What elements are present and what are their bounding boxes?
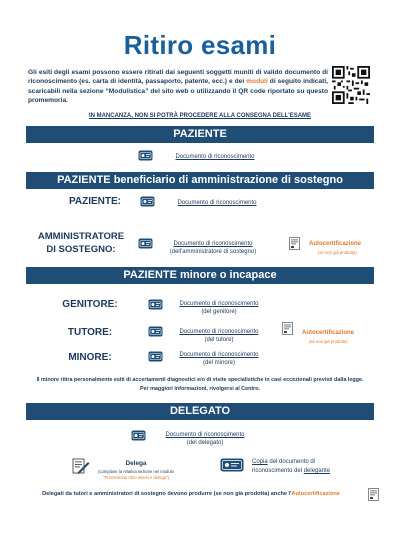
section-header-sostegno: PAZIENTE beneficiario di amministrazione di sostegno	[26, 172, 374, 189]
page-title: Ritiro esami	[123, 30, 277, 60]
id-card-icon	[138, 150, 153, 161]
doc-tutore-label: Documento di riconoscimento	[179, 329, 259, 335]
footer-note	[16, 491, 366, 497]
label-tutore: TUTORE:	[67, 327, 113, 338]
footer-text: Delegati da tutori e amministratori di sostegno devono produrre (se non già prodotta) anche l'	[42, 491, 292, 497]
doc-tutore-sub: (del tutore)	[204, 337, 234, 343]
intro-text-3: di seguito indicati, scaricabili nella sezione “Modulistica” del sito web o utilizzando il QR code riportato su questo promemoria.	[28, 78, 328, 105]
doc-minore-label: Documento di riconoscimento	[179, 352, 259, 358]
note-minore-1: Il minore ritira personalmente esiti di accertamenti diagnostici e/o di visite specialistiche in casi eccezionali previsti dalla legge.	[36, 377, 364, 383]
autocertificazione-minore-sub: (se non già prodotta)	[309, 339, 348, 344]
label-paziente: PAZIENTE:	[68, 196, 122, 207]
id-card-icon	[148, 351, 163, 362]
doc-paziente	[160, 153, 270, 161]
warning-text: IN MANCANZA, NON SI POTRÀ PROCEDERE ALLA CONSEGNA DELL'ESAME	[88, 113, 312, 119]
label-amministratore-line2: DI SOSTEGNO:	[46, 244, 116, 255]
section-header-paziente: PAZIENTE	[26, 126, 374, 143]
delega-title: Delega	[125, 460, 147, 467]
doc-paziente-label: Documento di riconoscimento	[175, 154, 255, 160]
doc-sostegno-paziente-label: Documento di riconoscimento	[177, 200, 257, 206]
autocertificazione-sostegno-sub: (se non già prodotta)	[318, 250, 357, 255]
doc-amministratore-sub: (dell'amministratore di sostegno)	[169, 249, 257, 255]
doc-minore	[164, 351, 274, 367]
intro-text-1: Gli esiti degli esami possono essere ritirati dai seguenti soggetti muniti di valido documento di riconoscimento (es. carta di identità, passaporto, patente, ecc.) e dei	[28, 69, 328, 86]
document-form-icon	[282, 322, 294, 335]
autocertificazione-sostegno: Autocertificazione	[309, 241, 362, 247]
label-minore: MINORE:	[68, 352, 112, 363]
id-card-icon	[138, 238, 153, 249]
id-card-icon	[131, 430, 146, 441]
copia-delegante-word: delegante	[303, 468, 331, 474]
document-form-icon	[368, 488, 380, 501]
section-header-delegato: DELEGATO	[26, 403, 374, 420]
doc-genitore-label: Documento di riconoscimento	[179, 301, 259, 307]
doc-genitore	[164, 300, 274, 316]
doc-amministratore-label: Documento di riconoscimento	[173, 241, 253, 247]
doc-delegato-label: Documento di riconoscimento	[165, 432, 245, 438]
copia-text-2: del documento di	[267, 459, 316, 465]
delega-sub	[86, 469, 186, 481]
doc-genitore-sub: (del genitore)	[201, 309, 237, 315]
id-card-icon	[140, 196, 155, 207]
footer-auto: Autocertificazione	[291, 491, 340, 497]
document-form-icon	[289, 237, 301, 250]
intro-paragraph	[28, 68, 328, 106]
copia-delegante	[252, 458, 362, 476]
doc-tutore	[164, 328, 274, 344]
section-header-minore: PAZIENTE minore o incapace	[26, 267, 374, 284]
label-amministratore	[26, 230, 136, 256]
doc-amministratore	[158, 240, 268, 256]
id-card-copy-icon	[220, 458, 244, 472]
doc-minore-sub: (del minore)	[202, 360, 235, 366]
copia-text-3: riconoscimento del	[252, 468, 304, 474]
label-amministratore-line1: AMMINISTRATORE	[37, 231, 125, 242]
id-card-icon	[148, 326, 163, 337]
doc-sostegno-paziente	[162, 199, 272, 207]
qr-code-icon[interactable]	[332, 66, 370, 104]
note-minore-2: Per maggiori informazioni, rivolgersi al Centro.	[139, 386, 261, 392]
delega-sub-2: "Promemoria ritiro esami e delega")	[102, 475, 170, 480]
doc-delegato-sub: (del delegato)	[186, 440, 224, 446]
copia-word: Copia	[252, 459, 268, 465]
label-genitore: GENITORE:	[62, 299, 118, 310]
delega-sub-1: (compilare la relativa sezione nel modulo	[98, 469, 174, 474]
doc-delegato	[150, 431, 260, 447]
id-card-icon	[148, 299, 163, 310]
intro-moduli: moduli	[246, 78, 268, 86]
autocertificazione-minore: Autocertificazione	[302, 330, 355, 336]
